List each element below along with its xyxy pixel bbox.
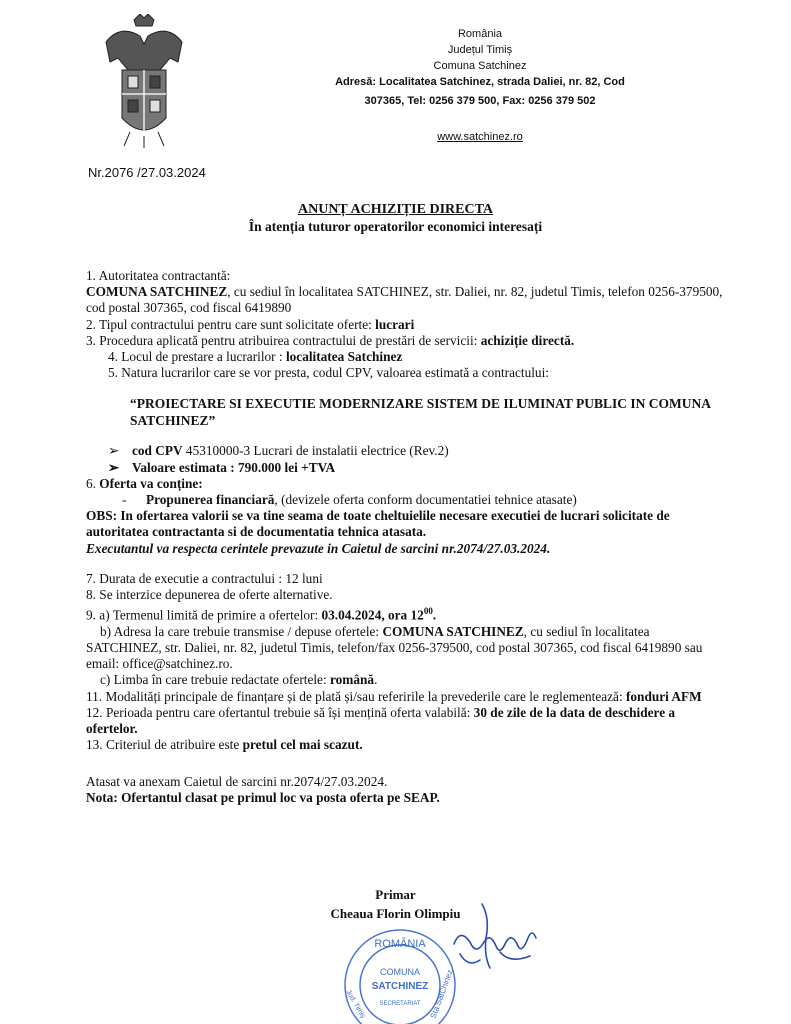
item-8: 8. Se interzice depunerea de oferte alternative. xyxy=(86,587,333,603)
authority-details: COMUNA SATCHINEZ, cu sediul în localitatea SATCHINEZ, str. Daliei, nr. 82, judetul Timis, telefon 0256-379500, cod postal 307365, cod fiscal 6419890 xyxy=(86,284,723,316)
coat-of-arms-logo xyxy=(100,14,188,150)
document-title: ANUNȚ ACHIZIȚIE DIRECTA xyxy=(297,202,493,217)
handwritten-signature xyxy=(440,898,540,988)
item-1: 1. Autoritatea contractantă: xyxy=(86,268,231,283)
signature-block xyxy=(0,885,791,923)
header-address-line2: 307365, Tel: 0256 379 500, Fax: 0256 379 502 xyxy=(364,95,596,107)
item-4: 4. Locul de prestare a lucrarilor : localitatea Satchinez xyxy=(108,349,403,365)
annex-line: Atasat va anexam Caietul de sarcini nr.2074/27.03.2024. xyxy=(86,773,388,789)
header-website-link[interactable]: www.satchinez.ro xyxy=(437,131,523,143)
project-title: “PROIECTARE SI EXECUTIE MODERNIZARE SISTEM DE ILUMINAT PUBLIC IN COMUNA SATCHINEZ” xyxy=(130,396,711,429)
header-county: Județul Timiș xyxy=(447,44,513,56)
arrow-bullet-icon: ➢ xyxy=(108,459,120,475)
item-7: 7. Durata de executie a contractului : 12 luni xyxy=(86,570,323,586)
signature-name: Cheaua Florin Olimpiu xyxy=(330,906,461,921)
svg-text:ROMÂNIA: ROMÂNIA xyxy=(374,938,426,950)
header-commune: Comuna Satchinez xyxy=(433,60,527,72)
dash-bullet: - xyxy=(122,492,127,508)
item-9a: 9. a) Termenul limită de primire a ofertelor: 03.04.2024, ora $12^{00}$. xyxy=(86,606,437,623)
item-12: 12. Perioada pentru care ofertantul trebuie să își mențină oferta valabilă: 30 de zile de la data de deschidere a ofertelor. xyxy=(86,704,676,737)
svg-text:SECRETARIAT: SECRETARIAT xyxy=(379,1001,421,1007)
observation-note: OBS: In ofertarea valorii se va tine seama de toate cheltuielile necesare executiei de lucrari solicitate de autoritatea contractanta si de documentatia tehnica atasata. xyxy=(86,508,670,540)
arrow-bullet-icon: ➢ xyxy=(108,443,120,459)
document-subtitle: În atenția tuturor operatorilor economici interesați xyxy=(248,219,543,234)
item-2: 2. Tipul contractului pentru care sunt solicitate oferte: lucrari xyxy=(86,316,415,332)
seap-note: Nota: Ofertantul clasat pe primul loc va posta oferta pe SEAP. xyxy=(86,789,440,805)
registration-number: Nr.2076 /27.03.2024 xyxy=(88,165,206,180)
svg-text:SATCHINEZ: SATCHINEZ xyxy=(371,981,429,992)
signature-role: Primar xyxy=(375,887,416,902)
header-country: România xyxy=(457,28,503,40)
executant-note: Executantul va respecta cerintele prevazute in Caietul de sarcini nr.2074/27.03.2024. xyxy=(86,540,551,556)
letterhead xyxy=(230,26,730,145)
item-11: 11. Modalități principale de finanțare și de plată și/sau referirile la prevederile care le reglementează: fonduri AFM xyxy=(86,688,702,704)
svg-text:Sta SatChinez: Sta SatChinez xyxy=(428,968,455,1020)
document-body xyxy=(86,268,726,806)
svg-text:COMUNA: COMUNA xyxy=(380,967,420,977)
header-address-line1: Adresă: Localitatea Satchinez, strada Daliei, nr. 82, Cod xyxy=(335,76,625,88)
item-5: 5. Natura lucrarilor care se vor presta, codul CPV, valoarea estimată a contractului: xyxy=(108,365,549,381)
item-6: 6. Oferta va conține: xyxy=(86,475,203,491)
cpv-line: ➢ cod CPV 45310000-3 Lucrari de instalatii electrice (Rev.2) xyxy=(108,443,449,459)
item-9c: c) Limba în care trebuie redactate ofertele: română. xyxy=(100,672,378,688)
item-3: 3. Procedura aplicată pentru atribuirea contractului de prestări de servicii: achiziție directă. xyxy=(86,332,575,348)
estimated-value-line: ➢ Valoare estimata : 790.000 lei +TVA xyxy=(108,459,336,475)
financial-proposal-line: - Propunerea financiară, (devizele oferta conform documentatiei tehnice atasate) xyxy=(122,492,577,508)
svg-text:Jud. Timiș: Jud. Timiș xyxy=(344,988,367,1020)
item-9b: b) Adresa la care trebuie transmise / depuse ofertele: COMUNA SATCHINEZ, cu sediul în localitatea SATCHINEZ, str. Daliei, nr. 82, judetul Timis, telefon/fax 0256-379500, cod postal 307365, cod fiscal 6419890 sau email: office@satchinez.ro. xyxy=(86,623,703,672)
item-13: 13. Criteriul de atribuire este pretul cel mai scazut. xyxy=(86,737,363,753)
